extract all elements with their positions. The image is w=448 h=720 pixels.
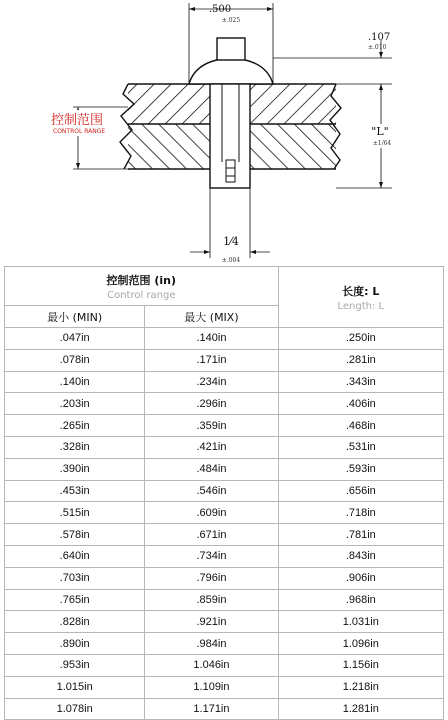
head-height-label: .107 bbox=[368, 32, 391, 43]
length-cell: .531in bbox=[278, 436, 443, 458]
control-range-header-cn: 控制范围 (in) bbox=[106, 273, 177, 287]
table-header-row bbox=[5, 267, 444, 306]
max-cell: 1.109in bbox=[145, 676, 278, 698]
max-cell: .984in bbox=[145, 633, 278, 655]
min-cell: .140in bbox=[5, 371, 145, 393]
max-cell: .609in bbox=[145, 502, 278, 524]
table-row bbox=[5, 436, 444, 458]
table-row bbox=[5, 654, 444, 676]
min-cell: .890in bbox=[5, 633, 145, 655]
table-row bbox=[5, 589, 444, 611]
length-cell: .250in bbox=[278, 328, 443, 350]
length-header-cn: 长度: L bbox=[342, 284, 380, 298]
rivet-cross-section-diagram bbox=[0, 0, 448, 265]
table-row bbox=[5, 676, 444, 698]
max-cell: 1.171in bbox=[145, 698, 278, 720]
length-cell: .781in bbox=[278, 524, 443, 546]
min-cell: .047in bbox=[5, 328, 145, 350]
min-cell: .328in bbox=[5, 436, 145, 458]
min-cell: .953in bbox=[5, 654, 145, 676]
max-cell: .796in bbox=[145, 567, 278, 589]
mandrel-stem bbox=[217, 38, 245, 60]
mandrel-notch bbox=[226, 160, 235, 182]
control-range-label-en: CONTROL RANGE bbox=[53, 128, 106, 135]
table-row bbox=[5, 480, 444, 502]
length-cell: .593in bbox=[278, 458, 443, 480]
length-header-en: Length: L bbox=[337, 300, 385, 312]
table-row bbox=[5, 349, 444, 371]
min-cell: .765in bbox=[5, 589, 145, 611]
length-cell: 1.156in bbox=[278, 654, 443, 676]
max-cell: .546in bbox=[145, 480, 278, 502]
min-header: 最小 (MIN) bbox=[5, 306, 145, 328]
min-cell: .515in bbox=[5, 502, 145, 524]
table-row bbox=[5, 328, 444, 350]
table-row bbox=[5, 524, 444, 546]
min-cell: .828in bbox=[5, 611, 145, 633]
table-row bbox=[5, 393, 444, 415]
shank-diameter-label: 1⁄4 bbox=[223, 235, 239, 248]
length-cell: .281in bbox=[278, 349, 443, 371]
max-cell: .296in bbox=[145, 393, 278, 415]
max-cell: .484in bbox=[145, 458, 278, 480]
max-cell: .421in bbox=[145, 436, 278, 458]
control-range-header-en: Control range bbox=[107, 289, 176, 301]
min-cell: .390in bbox=[5, 458, 145, 480]
length-cell: .718in bbox=[278, 502, 443, 524]
table-row bbox=[5, 567, 444, 589]
control-range-header bbox=[5, 267, 279, 306]
head-width-tolerance: ±.025 bbox=[221, 17, 241, 24]
min-cell: .265in bbox=[5, 415, 145, 437]
max-cell: 1.046in bbox=[145, 654, 278, 676]
max-header: 最大 (MIX) bbox=[145, 306, 278, 328]
max-cell: .921in bbox=[145, 611, 278, 633]
shank-diameter-tolerance: ±.004 bbox=[221, 257, 241, 264]
length-label: "L" bbox=[371, 125, 389, 138]
max-cell: .671in bbox=[145, 524, 278, 546]
min-cell: 1.015in bbox=[5, 676, 145, 698]
min-cell: .078in bbox=[5, 349, 145, 371]
length-cell: .906in bbox=[278, 567, 443, 589]
min-cell: .578in bbox=[5, 524, 145, 546]
length-tolerance: ±1/64 bbox=[372, 140, 392, 147]
min-cell: .703in bbox=[5, 567, 145, 589]
length-cell: .406in bbox=[278, 393, 443, 415]
table-row bbox=[5, 611, 444, 633]
min-cell: 1.078in bbox=[5, 698, 145, 720]
max-cell: .859in bbox=[145, 589, 278, 611]
length-cell: 1.281in bbox=[278, 698, 443, 720]
table-row bbox=[5, 458, 444, 480]
min-cell: .640in bbox=[5, 545, 145, 567]
max-cell: .734in bbox=[145, 545, 278, 567]
length-header bbox=[278, 267, 443, 328]
rivet-head bbox=[189, 58, 273, 84]
length-cell: 1.031in bbox=[278, 611, 443, 633]
table-row bbox=[5, 502, 444, 524]
table-row bbox=[5, 371, 444, 393]
min-cell: .453in bbox=[5, 480, 145, 502]
length-cell: 1.218in bbox=[278, 676, 443, 698]
length-cell: .468in bbox=[278, 415, 443, 437]
max-cell: .234in bbox=[145, 371, 278, 393]
head-height-tolerance: ±.010 bbox=[368, 44, 387, 51]
table-row bbox=[5, 415, 444, 437]
max-cell: .359in bbox=[145, 415, 278, 437]
spec-table bbox=[4, 266, 444, 720]
table-row bbox=[5, 545, 444, 567]
length-cell: 1.096in bbox=[278, 633, 443, 655]
length-cell: .343in bbox=[278, 371, 443, 393]
table-row bbox=[5, 698, 444, 720]
length-cell: .656in bbox=[278, 480, 443, 502]
max-cell: .140in bbox=[145, 328, 278, 350]
length-cell: .843in bbox=[278, 545, 443, 567]
control-range-label: 控制范围 bbox=[51, 113, 104, 128]
max-cell: .171in bbox=[145, 349, 278, 371]
min-cell: .203in bbox=[5, 393, 145, 415]
table-row bbox=[5, 633, 444, 655]
diagram-svg bbox=[0, 0, 448, 265]
head-width-label: .500 bbox=[208, 4, 232, 15]
length-cell: .968in bbox=[278, 589, 443, 611]
